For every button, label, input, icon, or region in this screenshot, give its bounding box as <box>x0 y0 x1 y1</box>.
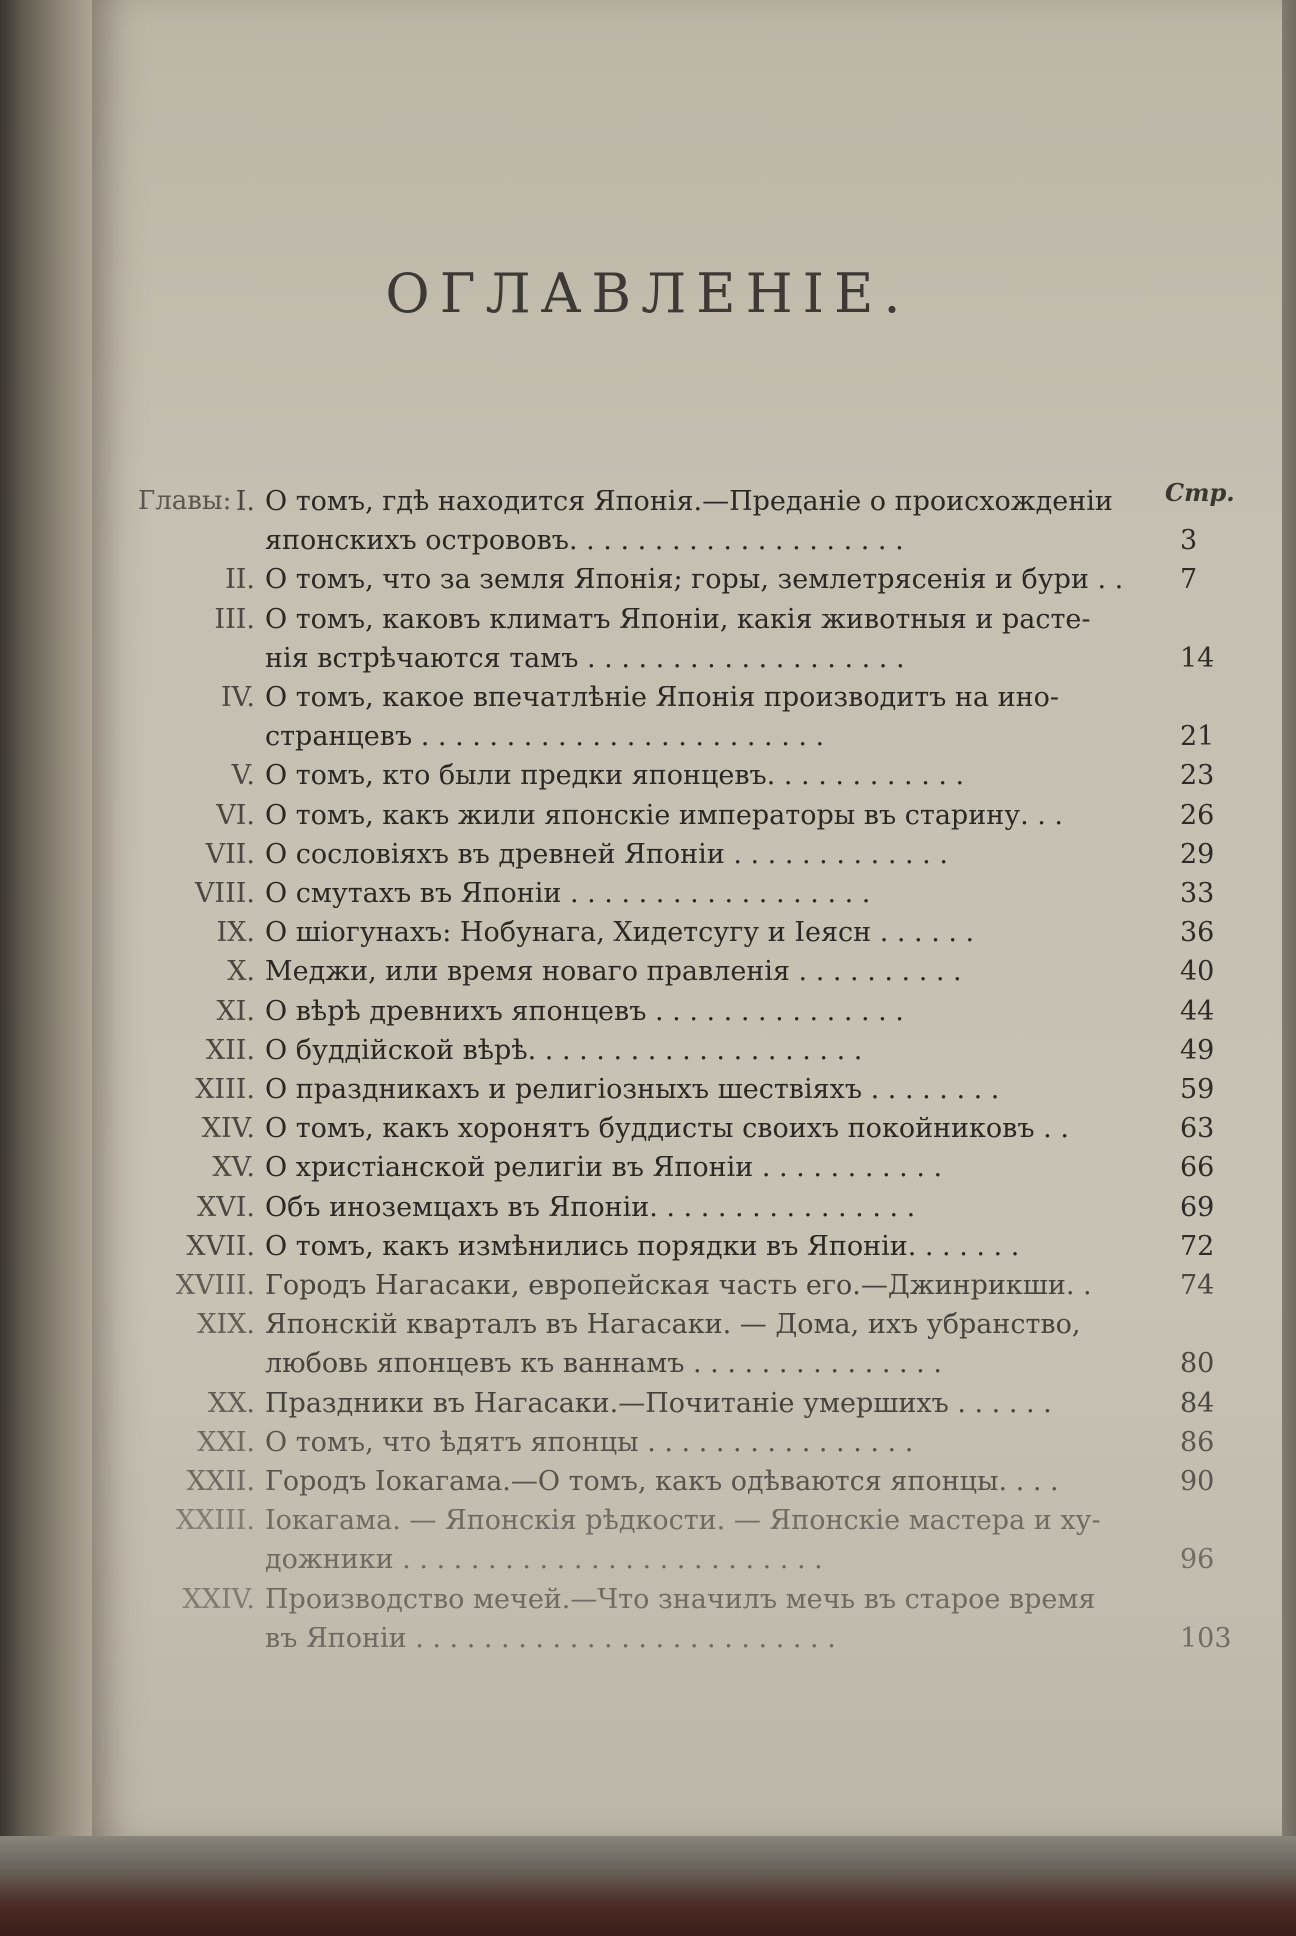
toc-entry-line <box>0 1423 1296 1463</box>
chapter-number: XI. <box>216 995 255 1027</box>
toc-entry-line <box>0 600 1296 640</box>
toc-entry-line <box>0 1305 1296 1345</box>
chapter-page-number: 3 <box>1180 525 1198 557</box>
chapter-number: XIV. <box>201 1113 255 1145</box>
chapter-title: О шіогунахъ: Нобунага, Хидетсугу и Іеясн . . . . . . <box>265 917 975 949</box>
chapter-number: XXII. <box>186 1466 255 1497</box>
chapter-page-number: 72 <box>1180 1230 1215 1262</box>
chapter-title: Объ иноземцахъ въ Японіи. . . . . . . . . . . . . . . . <box>265 1191 916 1223</box>
toc-entry-line <box>0 835 1296 875</box>
chapter-title: О томъ, какъ измѣнились порядки въ Японіи. . . . . . . <box>265 1230 1020 1262</box>
toc-entry-line <box>0 678 1296 718</box>
toc-entry-line <box>0 756 1296 796</box>
toc-entry-line <box>0 482 1296 522</box>
chapter-number: IV. <box>220 682 255 713</box>
chapter-number: XVI. <box>197 1191 255 1223</box>
toc-entry-line <box>0 560 1296 600</box>
toc-entry-line <box>0 1148 1296 1188</box>
chapter-title: Меджи, или время новаго правленія . . . . . . . . . . <box>265 956 962 988</box>
chapter-title: Производство мечей.—Что значилъ мечь въ старое время <box>265 1583 1096 1615</box>
chapter-title: О томъ, гдѣ находится Японія.—Преданіе о происхожденіи <box>265 486 1113 517</box>
chapter-title: Праздники въ Нагасаки.—Почитаніе умершихъ . . . . . . <box>265 1387 1052 1419</box>
chapter-number: XXIV. <box>182 1583 255 1615</box>
chapter-page-number: 49 <box>1180 1034 1215 1066</box>
chapter-page-number: 90 <box>1180 1466 1215 1497</box>
chapter-title: О буддійской вѣрѣ. . . . . . . . . . . . . . . . . . . . <box>265 1034 863 1066</box>
toc-entry-line <box>0 796 1296 836</box>
chapter-number: III. <box>214 603 255 635</box>
chapter-number: XVIII. <box>175 1270 255 1301</box>
chapter-number: V. <box>231 760 255 792</box>
toc-entry-line <box>0 1344 1296 1384</box>
chapter-number: VIII. <box>194 878 255 909</box>
chapter-title: Городъ Іокагама.—О томъ, какъ одѣваются японцы. . . . <box>265 1466 1059 1497</box>
chapters-label: Главы: <box>138 486 232 516</box>
toc-entry-line <box>0 1070 1296 1110</box>
toc-entry-line <box>0 1227 1296 1267</box>
chapter-page-number: 26 <box>1180 799 1215 831</box>
toc-entry-line <box>0 874 1296 914</box>
chapter-title: Городъ Нагасаки, европейская часть его.—Джинрикши. . <box>265 1270 1092 1301</box>
chapter-title: О томъ, какъ жили японскіе императоры въ старину. . . <box>265 799 1063 831</box>
toc-entry-line <box>0 1188 1296 1228</box>
toc-entry-line <box>0 717 1296 757</box>
chapter-title: О христіанской религіи въ Японіи . . . . . . . . . . . <box>265 1152 943 1184</box>
chapter-number: VI. <box>216 799 255 831</box>
toc-entry-line <box>0 913 1296 953</box>
chapter-page-number: 7 <box>1180 564 1198 596</box>
chapter-number: X. <box>227 956 255 988</box>
chapter-title: О томъ, какъ хоронятъ буддисты своихъ покойниковъ . . <box>265 1113 1069 1145</box>
chapter-number: XVII. <box>186 1230 255 1262</box>
chapter-page-number: 96 <box>1180 1544 1215 1576</box>
chapter-number: XII. <box>205 1034 255 1066</box>
chapter-title: О томъ, что ѣдятъ японцы . . . . . . . . . . . . . . . . <box>265 1426 914 1458</box>
toc-entry-line <box>0 1540 1296 1580</box>
chapter-title: дожники . . . . . . . . . . . . . . . . . . . . . . . . . <box>265 1544 823 1576</box>
chapter-page-number: 23 <box>1180 760 1215 792</box>
chapter-title: Японскій кварталъ въ Нагасаки. — Дома, ихъ убранство, <box>265 1309 1081 1341</box>
chapter-title: О томъ, что за земля Японія; горы, землетрясенія и бури . . <box>265 564 1124 596</box>
toc-entry-line <box>0 1031 1296 1071</box>
toc-entry-line <box>0 1580 1296 1620</box>
chapter-number: XIII. <box>195 1074 255 1105</box>
chapter-page-number: 44 <box>1180 995 1215 1027</box>
toc-entry-line <box>0 1266 1296 1306</box>
chapter-title: въ Японіи . . . . . . . . . . . . . . . . . . . . . . . . . <box>265 1622 836 1654</box>
chapter-page-number: 74 <box>1180 1270 1215 1301</box>
chapter-page-number: 33 <box>1180 878 1215 909</box>
chapter-number: XXI. <box>197 1426 255 1458</box>
chapter-page-number: 40 <box>1180 956 1215 988</box>
toc-entry-line <box>0 521 1296 561</box>
chapter-page-number: 80 <box>1180 1348 1215 1380</box>
chapter-title: О томъ, кто были предки японцевъ. . . . . . . . . . . . <box>265 760 965 792</box>
toc-entry-line <box>0 1384 1296 1424</box>
chapter-title: любовь японцевъ къ ваннамъ . . . . . . . . . . . . . . . <box>265 1348 942 1380</box>
chapter-page-number: 63 <box>1180 1113 1215 1145</box>
chapter-page-number: 36 <box>1180 917 1215 949</box>
chapter-title: О смутахъ въ Японіи . . . . . . . . . . . . . . . . . . <box>265 878 871 909</box>
chapter-title: странцевъ . . . . . . . . . . . . . . . . . . . . . . . . <box>265 721 825 753</box>
chapter-title: О вѣрѣ древнихъ японцевъ . . . . . . . . . . . . . . . <box>265 995 904 1027</box>
toc-entry-line <box>0 992 1296 1032</box>
chapter-number: IX. <box>216 917 255 949</box>
chapter-number: I. <box>235 486 255 517</box>
chapter-page-number: 86 <box>1180 1426 1215 1458</box>
chapter-number: VII. <box>205 838 255 870</box>
chapter-page-number: 29 <box>1180 838 1215 870</box>
toc-entry-line <box>0 1619 1296 1659</box>
toc-entry-line <box>0 952 1296 992</box>
chapter-page-number: 59 <box>1180 1074 1215 1105</box>
toc-entry-line <box>0 1501 1296 1541</box>
toc-entry-line <box>0 639 1296 679</box>
chapter-title: О сословіяхъ въ древней Японіи . . . . . . . . . . . . . <box>265 838 948 870</box>
chapter-title: О томъ, какое впечатлѣніе Японія производитъ на ино- <box>265 682 1059 713</box>
toc-entry-line <box>0 1109 1296 1149</box>
page-title: ОГЛАВЛЕНІЕ. <box>385 262 911 325</box>
chapter-title: О томъ, каковъ климатъ Японіи, какія животныя и расте- <box>265 603 1091 635</box>
toc-entry-line <box>0 1462 1296 1502</box>
chapter-title: О праздникахъ и религіозныхъ шествіяхъ . . . . . . . . <box>265 1074 1000 1105</box>
page-column-label: Стр. <box>1165 478 1235 507</box>
chapter-page-number: 84 <box>1180 1387 1215 1419</box>
chapter-title: Іокагама. — Японскія рѣдкости. — Японскіе мастера и ху- <box>265 1505 1101 1537</box>
chapter-number: XXIII. <box>175 1505 255 1537</box>
chapter-number: XV. <box>212 1152 255 1184</box>
chapter-title: нія встрѣчаются тамъ . . . . . . . . . . . . . . . . . . . <box>265 642 905 674</box>
chapter-number: II. <box>225 564 255 596</box>
chapter-page-number: 103 <box>1180 1622 1232 1654</box>
chapter-title: японскихъ острововъ. . . . . . . . . . . . . . . . . . . . <box>265 525 904 557</box>
chapter-page-number: 66 <box>1180 1152 1215 1184</box>
chapter-page-number: 14 <box>1180 642 1215 674</box>
chapter-page-number: 21 <box>1180 721 1215 753</box>
chapter-number: XIX. <box>197 1309 255 1341</box>
chapter-number: XX. <box>207 1387 255 1419</box>
chapter-page-number: 69 <box>1180 1191 1215 1223</box>
